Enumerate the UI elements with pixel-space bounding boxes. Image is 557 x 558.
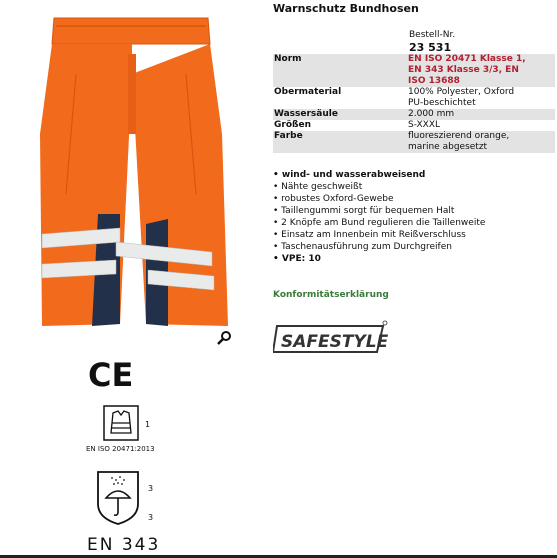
- rain-class-value-1: 3: [148, 484, 154, 493]
- spec-key: Farbe: [273, 131, 407, 153]
- ce-mark-text: CE: [88, 356, 134, 390]
- feature-item: • wind- und wasserabweisend: [273, 169, 485, 181]
- zoom-icon[interactable]: [216, 330, 232, 346]
- hi-vis-standard-label: EN ISO 20471:2013: [86, 445, 155, 453]
- hi-vis-pictogram-icon: [103, 405, 139, 441]
- feature-item: • Taillengummi sorgt für bequemen Halt: [273, 205, 485, 217]
- spec-value: 100% Polyester, Oxford PU-beschichtet: [408, 87, 515, 108]
- order-number-label: Bestell-Nr.: [409, 30, 456, 40]
- spec-value: 2.000 mm: [407, 109, 555, 120]
- product-visual-column: [0, 0, 265, 558]
- feature-item: • Einsatz am Innenbein mit Reißverschluss: [273, 229, 485, 241]
- feature-item: • 2 Knöpfe am Bund regulieren die Taillenweite: [273, 217, 485, 229]
- feature-list: [273, 169, 485, 265]
- safestyle-logo-text: SAFESTYLE: [281, 332, 388, 352]
- rain-standard-label: EN 343: [87, 535, 161, 555]
- hi-vis-class-value: 1: [145, 420, 151, 429]
- spec-value: fluoreszierend orange, marine abgesetzt: [407, 131, 555, 153]
- spec-table: [273, 54, 555, 153]
- product-title: Warnschutz Bundhosen: [273, 2, 419, 15]
- product-image-pants[interactable]: [36, 14, 236, 334]
- feature-item: • Nähte geschweißt: [273, 181, 485, 193]
- spec-value: S-XXXL: [408, 120, 441, 130]
- spec-key: Norm: [273, 54, 407, 87]
- feature-item: • VPE: 10: [273, 253, 485, 265]
- ce-mark-icon: [86, 356, 136, 390]
- spec-key: Obermaterial: [274, 87, 342, 97]
- spec-key: Größen: [274, 120, 311, 130]
- spec-row-norm: [273, 54, 555, 87]
- rain-protection-shield-icon: [94, 468, 142, 526]
- spec-value: EN ISO 20471 Klasse 1, EN 343 Klasse 3/3, EN ISO 13688: [407, 54, 555, 87]
- spec-row-water-column: [273, 109, 555, 120]
- safestyle-logo: [273, 320, 388, 358]
- spec-row-material: [273, 87, 555, 109]
- spec-row-color: [273, 131, 555, 153]
- order-number: 23 531: [409, 41, 452, 54]
- spec-row-sizes: [273, 120, 555, 131]
- feature-item: • robustes Oxford-Gewebe: [273, 193, 485, 205]
- spec-key: Wassersäule: [273, 109, 407, 120]
- rain-class-value-2: 3: [148, 513, 154, 522]
- conformity-declaration-link[interactable]: Konformitätserklärung: [273, 290, 389, 300]
- feature-item: • Taschenausführung zum Durchgreifen: [273, 241, 485, 253]
